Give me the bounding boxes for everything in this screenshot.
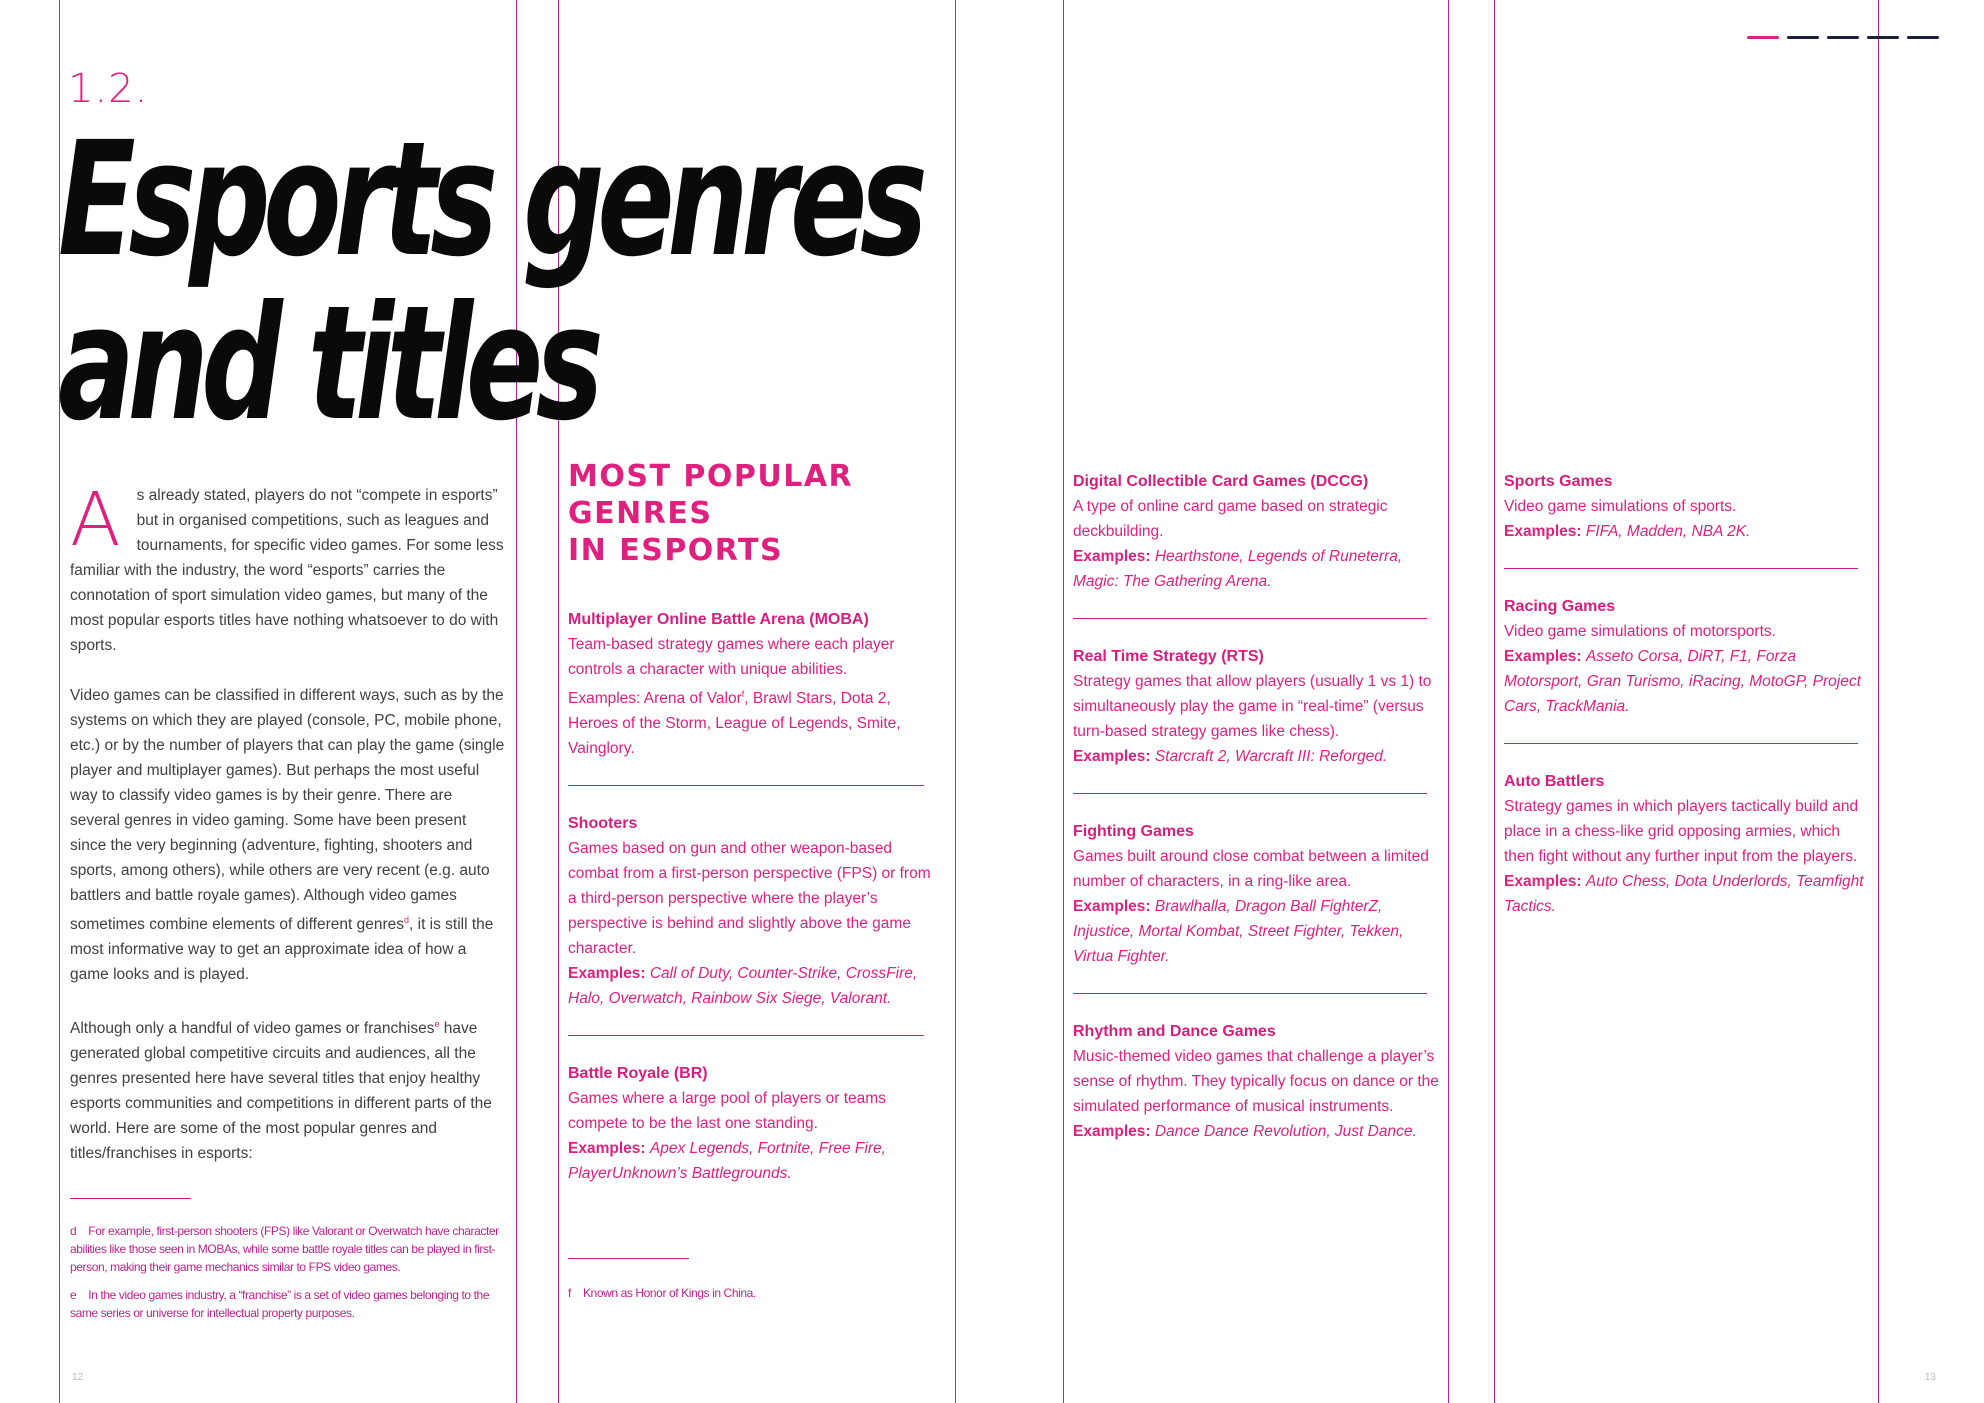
examples-label: Examples: xyxy=(1073,1123,1151,1140)
genre-title: Auto Battlers xyxy=(1504,773,1605,790)
genre-description: Games built around close combat between a limited number of characters, in a ring-like area. xyxy=(1073,848,1429,890)
intro-paragraph-text: , it is still the most informative way to get an approximate idea of how a game looks and is played. xyxy=(70,916,494,984)
genre-examples xyxy=(568,1136,941,1186)
intro-text xyxy=(70,477,505,1191)
footnote-f xyxy=(568,1284,938,1302)
genre-title: Battle Royale (BR) xyxy=(568,1065,708,1083)
genre-auto-battlers xyxy=(1504,769,1874,919)
genre-examples xyxy=(1073,544,1443,594)
genre-title: Rhythm and Dance Games xyxy=(1073,1023,1276,1040)
genre-examples xyxy=(1504,869,1874,919)
page-title-line-1: Esports genres xyxy=(58,108,921,292)
genre-rts xyxy=(1073,644,1443,769)
page-number-left: 12 xyxy=(72,1372,84,1383)
footnote-ref[interactable]: d xyxy=(404,915,410,925)
genre-description: Games where a large pool of players or teams compete to be the last one standing. xyxy=(568,1090,886,1133)
genres-heading-line: GENRES xyxy=(568,496,713,531)
genre-description: Video game simulations of sports. xyxy=(1504,498,1737,515)
genre-description: A type of online card game based on strategic deckbuilding. xyxy=(1073,498,1388,540)
footnote-ref[interactable]: e xyxy=(434,1019,440,1030)
genre-title: Sports Games xyxy=(1504,473,1613,490)
genre-examples xyxy=(1504,519,1874,544)
footnote-letter: f xyxy=(568,1286,571,1300)
page-number-right: 13 xyxy=(1924,1372,1936,1383)
intro-paragraph xyxy=(70,477,505,658)
genre-description: Video game simulations of motorsports. xyxy=(1504,623,1776,640)
examples-list: Dance Dance Revolution, Just Dance. xyxy=(1154,1123,1417,1140)
examples-label: Examples: xyxy=(1504,648,1582,665)
genres-column-4 xyxy=(1504,469,1874,919)
genres-heading xyxy=(568,458,853,569)
genre-examples xyxy=(1504,644,1874,719)
genre-title: Digital Collectible Card Games (DCCG) xyxy=(1073,473,1369,490)
genre-divider xyxy=(1073,618,1427,619)
genre-description: Games based on gun and other weapon-based combat from a first-person perspective (FPS) or from a third-person perspective where the player’s perspective is behind and slightly above the game character. xyxy=(568,840,931,958)
examples-list: Call of Duty, Counter-Strike, CrossFire, Halo, Overwatch, Rainbow Six Siege, Valorant. xyxy=(568,965,918,1008)
column-guide-line xyxy=(1494,0,1495,1403)
column-guide-line xyxy=(1063,0,1064,1403)
genre-rhythm-dance xyxy=(1073,1019,1443,1144)
intro-paragraph-text: s already stated, players do not “compete in esports” but in organised competitions, such as leagues and tournaments, for specific video games. For some less familiar with the industry, the word “esports” carries the connotation of sport simulation video games, but many of the most popular esports titles have nothing whatsoever to do with sports. xyxy=(70,487,504,654)
examples-label: Examples: xyxy=(1504,873,1582,890)
genre-moba xyxy=(568,607,941,761)
column-guide-line xyxy=(1878,0,1879,1403)
footnote-d xyxy=(70,1222,505,1276)
progress-dash xyxy=(1867,36,1899,39)
examples-label: Examples: xyxy=(1504,523,1582,540)
genre-shooters xyxy=(568,811,941,1011)
examples-label: Examples: xyxy=(1073,898,1151,915)
drop-cap: A xyxy=(70,477,121,563)
genre-divider xyxy=(1504,568,1858,569)
genre-title: Racing Games xyxy=(1504,598,1616,615)
footnote-divider xyxy=(70,1198,191,1199)
examples-label: Examples: xyxy=(1073,748,1151,765)
examples-list: Starcraft 2, Warcraft III: Reforged. xyxy=(1154,748,1388,765)
genres-column-3 xyxy=(1073,469,1443,1144)
genre-sports xyxy=(1504,469,1874,544)
genre-examples xyxy=(568,682,941,761)
column-guide-line xyxy=(1448,0,1449,1403)
genre-battle-royale xyxy=(568,1061,941,1186)
footnote-text: In the video games industry, a “franchise” is a set of video games belonging to the same series or universe for intellectual property purposes. xyxy=(70,1288,490,1320)
genre-divider xyxy=(1073,793,1427,794)
page-title-line-2: and titles xyxy=(58,272,597,456)
genre-divider xyxy=(1073,993,1427,994)
examples-list: Brawlhalla, Dragon Ball FighterZ, Injustice, Mortal Kombat, Street Fighter, Tekken, Virtua Fighter. xyxy=(1073,898,1404,965)
genre-examples xyxy=(1073,1119,1443,1144)
genre-description: Strategy games that allow players (usually 1 vs 1) to simultaneously play the game in “real-time” (versus turn-based strategy games like chess). xyxy=(1073,673,1432,740)
footnotes-middle xyxy=(568,1284,938,1312)
genre-divider xyxy=(568,785,924,786)
examples-list: Asseto Corsa, DiRT, F1, Forza Motorsport, Gran Turismo, iRacing, MotoGP, Project Cars, TrackMania. xyxy=(1504,648,1861,715)
genre-examples xyxy=(1073,894,1443,969)
column-guide-line xyxy=(955,0,956,1403)
progress-dash xyxy=(1827,36,1859,39)
page-progress-indicator xyxy=(1747,36,1939,39)
genre-examples xyxy=(568,961,941,1011)
footnotes-left xyxy=(70,1222,505,1332)
examples-list: FIFA, Madden, NBA 2K. xyxy=(1585,523,1751,540)
genre-description: Music-themed video games that challenge a player’s sense of rhythm. They typically focus on dance or the simulated performance of musical instruments. xyxy=(1073,1048,1439,1115)
intro-paragraph-text: Although only a handful of video games or franchises xyxy=(70,1020,435,1038)
examples-list: Hearthstone, Legends of Runeterra, Magic: The Gathering Arena. xyxy=(1073,548,1403,590)
examples-list: Auto Chess, Dota Underlords, Teamfight Tactics. xyxy=(1504,873,1864,915)
progress-dash xyxy=(1787,36,1819,39)
intro-paragraph-text: have generated global competitive circuits and audiences, all the genres presented here have several titles that enjoy healthy esports communities and competitions in different parts of the world. Here are some of the most popular genres and titles/franchises in esports: xyxy=(70,1020,492,1163)
footnote-letter: e xyxy=(70,1288,77,1302)
intro-paragraph xyxy=(70,683,505,987)
genre-title: Multiplayer Online Battle Arena (MOBA) xyxy=(568,611,869,628)
genre-dccg xyxy=(1073,469,1443,594)
footnote-text: Known as Honor of Kings in China. xyxy=(582,1286,756,1300)
genres-heading-line: MOST POPULAR xyxy=(568,459,854,494)
genre-title: Shooters xyxy=(568,815,638,833)
footnote-ref[interactable]: f xyxy=(741,689,745,699)
genre-examples-text: Examples: Arena of Valor xyxy=(568,690,742,708)
genre-description: Team-based strategy games where each player controls a character with unique abilities. xyxy=(568,636,895,678)
examples-label: Examples: xyxy=(1073,548,1151,565)
genres-heading-line: IN ESPORTS xyxy=(568,533,784,568)
genre-divider xyxy=(568,1035,924,1036)
examples-label: Examples: xyxy=(568,965,646,983)
genre-description: Strategy games in which players tactically build and place in a chess-like grid opposing armies, which then fight without any further input from the players. xyxy=(1504,798,1859,865)
genre-title: Real Time Strategy (RTS) xyxy=(1073,648,1264,665)
genre-divider xyxy=(1504,743,1858,744)
genre-racing xyxy=(1504,594,1874,719)
footnote-e xyxy=(70,1286,505,1322)
genre-examples-text: , Brawl Stars, Dota 2, Heroes of the Storm, League of Legends, Smite, Vainglory. xyxy=(568,690,901,758)
page-title xyxy=(58,108,921,456)
footnote-text: For example, first-person shooters (FPS) like Valorant or Overwatch have character abilities like those seen in MOBAs, while some battle royale titles can be played in first-person, making their game mechanics similar to FPS video games. xyxy=(70,1224,499,1274)
genre-fighting xyxy=(1073,819,1443,969)
progress-dash xyxy=(1907,36,1939,39)
genre-title: Fighting Games xyxy=(1073,823,1194,840)
intro-paragraph xyxy=(70,1012,505,1166)
intro-paragraph-text: Video games can be classified in different ways, such as by the systems on which they are played (console, PC, mobile phone, etc.) or by the number of players that can play the game (single player and multiplayer games). But perhaps the most useful way to classify video games is by their genre. There are several genres in video gaming. Some have been present since the very beginning (adventure, fighting, shooters and sports, among others), while others are very recent (e.g. auto battlers and battle royale games). Although video games sometimes combine elements of different genres xyxy=(70,687,505,934)
genres-column-2 xyxy=(568,607,941,1186)
examples-label: Examples: xyxy=(568,1140,646,1158)
footnote-letter: d xyxy=(70,1224,77,1238)
section-number: 1.2. xyxy=(68,66,149,112)
genre-examples xyxy=(1073,744,1443,769)
footnote-divider xyxy=(568,1258,689,1259)
progress-dash xyxy=(1747,36,1779,39)
examples-list: Apex Legends, Fortnite, Free Fire, PlayerUnknown’s Battlegrounds. xyxy=(568,1140,886,1183)
